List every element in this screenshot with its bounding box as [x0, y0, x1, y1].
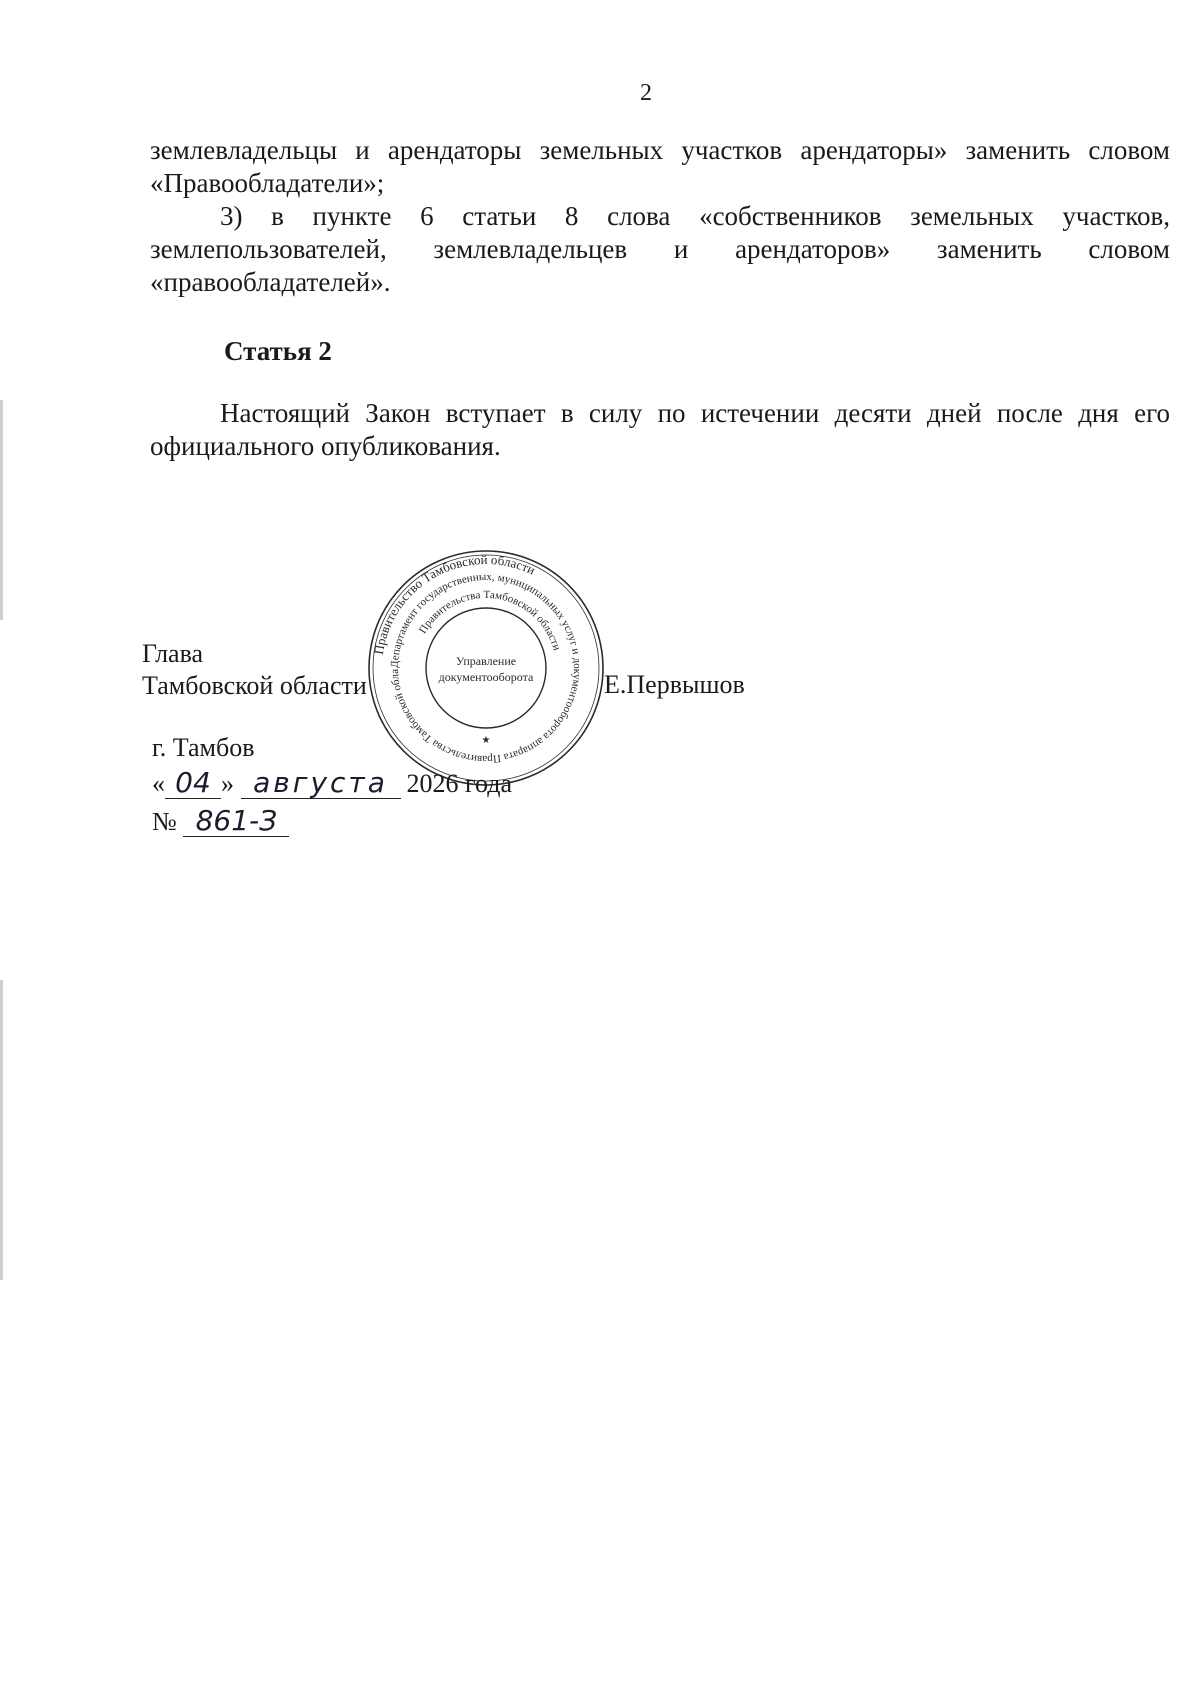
page-number: 2	[640, 80, 652, 106]
seal-graphic	[366, 548, 606, 788]
handwritten-day: 04	[165, 768, 221, 799]
scan-edge-mark	[0, 400, 3, 620]
handwritten-law-number: 861-З	[183, 806, 289, 837]
body-paragraph-item-3: 3) в пункте 6 статьи 8 слова «собственников земельных участков, землепользователей, землевладельцев и арендаторов» заменить словом «правообладателей».	[150, 201, 1170, 297]
seal-outer-text: Правительство Тамбовской области	[370, 551, 538, 656]
date-open-quote: «	[152, 769, 165, 798]
scan-edge-mark	[0, 980, 3, 1280]
seal-middle-text: Департамент государственных, муниципальных услуг и документооборота аппарата Правительства Тамбовской обла	[388, 570, 584, 766]
seal-center-line-2: документооборота	[438, 670, 534, 684]
seal-inner-text: Правительства Тамбовской области	[416, 588, 563, 652]
seal-center-line-1: Управление	[455, 654, 517, 668]
date-close-quote: »	[221, 769, 234, 798]
signatory-name: Е.Первышов	[604, 670, 745, 699]
seal-star-icon: ★	[481, 735, 491, 746]
signing-date	[152, 768, 512, 799]
place-of-signing: г. Тамбов	[152, 733, 255, 762]
official-seal-stamp	[366, 548, 606, 788]
handwritten-month: августа	[241, 768, 401, 799]
number-sign: №	[152, 807, 177, 836]
law-number	[152, 806, 289, 837]
effective-date-paragraph: Настоящий Закон вступает в силу по истечении десяти дней после дня его официального опубликования.	[150, 398, 1170, 461]
date-year: 2026 года	[406, 769, 513, 798]
body-paragraph: землевладельцы и арендаторы земельных участков арендаторы» заменить словом «Правообладатели»;	[150, 135, 1170, 198]
signatory-title	[142, 638, 367, 702]
signatory-title-line-1: Глава	[142, 639, 204, 668]
signatory-title-line-2: Тамбовской области	[142, 671, 367, 700]
article-heading: Статья 2	[224, 336, 332, 366]
